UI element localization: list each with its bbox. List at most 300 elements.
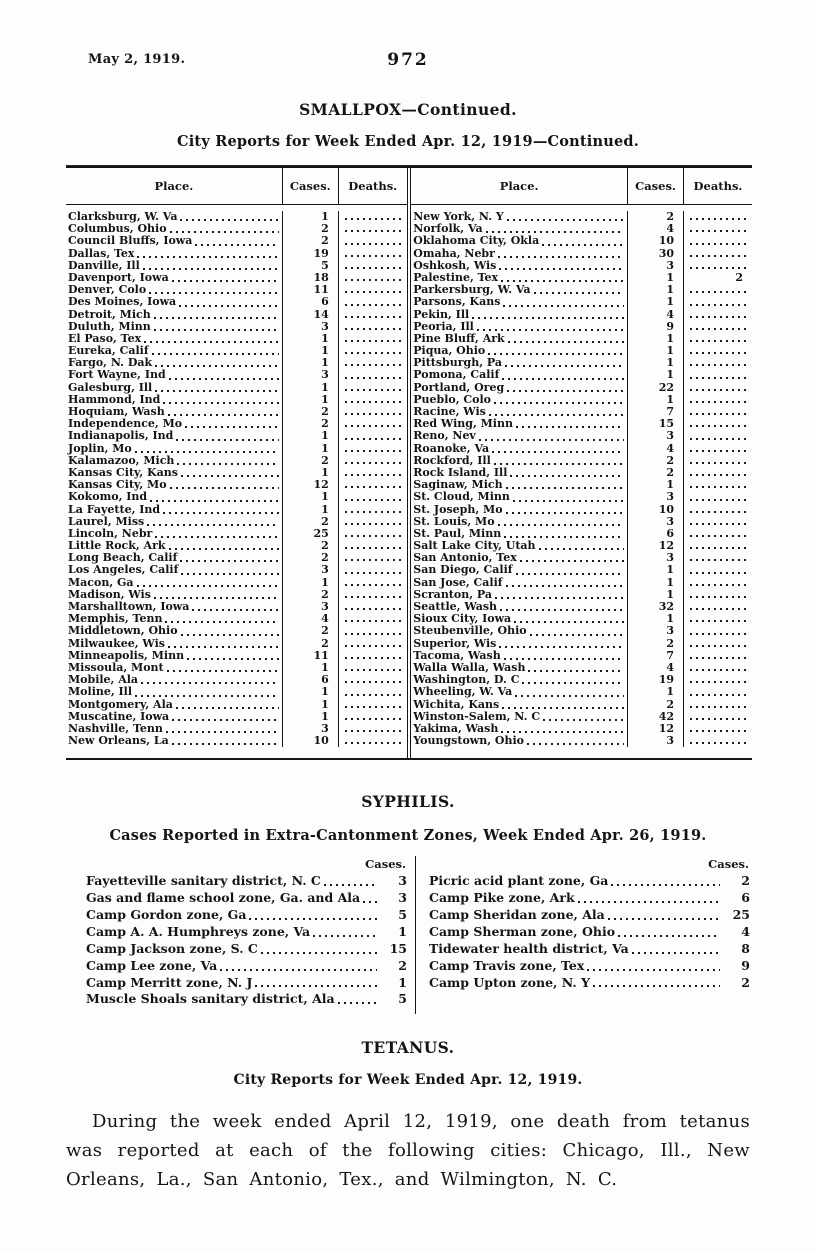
table-row — [66, 406, 407, 418]
leader-dots — [486, 231, 624, 233]
place-cell — [66, 601, 283, 613]
cases-value: 6 — [283, 296, 339, 308]
smallpox-left-body — [66, 205, 407, 747]
cases-value: 1 — [628, 479, 684, 491]
place-name: Walla Walla, Wash — [413, 661, 526, 674]
leader-dots — [690, 535, 746, 537]
zone-cases-label: Cases. — [365, 857, 406, 872]
cases-value: 2 — [283, 638, 339, 650]
table-row — [411, 699, 752, 711]
leader-dots — [690, 572, 746, 574]
table-header-row — [66, 168, 407, 205]
place-name: Columbus, Ohio — [68, 223, 167, 236]
place-name: Winston-Salem, N. C — [413, 710, 541, 723]
deaths-cell — [684, 235, 752, 247]
table-row — [66, 552, 407, 564]
table-row — [411, 564, 752, 576]
deaths-cell — [684, 430, 752, 442]
leader-dots — [587, 969, 720, 971]
cases-value: 3 — [283, 723, 339, 735]
zone-item — [429, 873, 750, 890]
leader-dots — [345, 645, 401, 647]
cases-value: 9 — [628, 321, 684, 333]
leader-dots — [345, 535, 401, 537]
column-header-place: Place. — [411, 168, 628, 205]
page-number: 972 — [387, 50, 429, 70]
table-row — [411, 321, 752, 333]
leader-dots — [345, 328, 401, 330]
cases-value: 7 — [628, 406, 684, 418]
place-name: Seattle, Wash — [413, 601, 498, 613]
table-row — [66, 284, 407, 296]
leader-dots — [499, 646, 624, 648]
leader-dots — [506, 487, 624, 489]
table-row — [411, 504, 752, 516]
leader-dots — [516, 426, 624, 428]
place-name: Galesburg, Ill — [68, 381, 153, 394]
deaths-cell — [339, 284, 407, 296]
deaths-cell — [684, 357, 752, 369]
deaths-cell — [339, 723, 407, 735]
cases-value: 18 — [283, 272, 339, 284]
table-row — [66, 309, 407, 321]
leader-dots — [690, 218, 746, 220]
table-row — [66, 577, 407, 589]
leader-dots — [255, 985, 377, 987]
leader-dots — [154, 317, 279, 319]
leader-dots — [144, 341, 279, 343]
leader-dots — [155, 390, 279, 392]
leader-dots — [170, 487, 279, 489]
leader-dots — [163, 512, 279, 514]
leader-dots — [345, 377, 401, 379]
cases-value: 7 — [628, 650, 684, 662]
cases-value: 22 — [628, 382, 684, 394]
deaths-cell — [339, 272, 407, 284]
leader-dots — [503, 305, 624, 307]
leader-dots — [505, 365, 624, 367]
cases-value: 1 — [283, 699, 339, 711]
masthead — [0, 0, 816, 72]
leader-dots — [185, 426, 279, 428]
place-name: Salt Lake City, Utah — [413, 540, 536, 553]
place-cell — [66, 491, 283, 503]
leader-dots — [345, 243, 401, 245]
place-cell — [411, 516, 628, 528]
table-row — [66, 735, 407, 747]
deaths-cell — [684, 455, 752, 467]
cases-value: 1 — [283, 430, 339, 442]
table-row — [411, 589, 752, 601]
place-name: Pekin, Ill — [413, 308, 470, 321]
table-row — [411, 430, 752, 442]
cases-value: 1 — [283, 467, 339, 479]
deaths-cell — [684, 211, 752, 223]
deaths-cell — [339, 589, 407, 601]
deaths-cell — [339, 516, 407, 528]
cases-value: 1 — [283, 662, 339, 674]
deaths-cell — [339, 443, 407, 455]
place-name: Little Rock, Ark — [68, 540, 166, 553]
leader-dots — [165, 621, 278, 623]
leader-dots — [479, 439, 624, 441]
leader-dots — [345, 694, 401, 696]
table-row — [66, 357, 407, 369]
place-cell — [66, 467, 283, 479]
leader-dots — [345, 304, 401, 306]
leader-dots — [690, 364, 746, 366]
place-name: Portland, Oreg — [413, 381, 505, 394]
table-row — [66, 430, 407, 442]
cases-value: 4 — [628, 662, 684, 674]
leader-dots — [501, 731, 624, 733]
table-row — [411, 260, 752, 272]
leader-dots — [504, 658, 624, 660]
deaths-cell — [684, 650, 752, 662]
place-cell — [66, 223, 283, 235]
place-name: Parsons, Kans — [413, 296, 501, 309]
table-row — [66, 296, 407, 308]
deaths-cell — [684, 272, 752, 284]
deaths-cell — [339, 625, 407, 637]
deaths-cell — [339, 211, 407, 223]
place-cell — [66, 674, 283, 686]
leader-dots — [690, 730, 746, 732]
deaths-cell — [339, 650, 407, 662]
table-row — [66, 248, 407, 260]
leader-dots — [527, 743, 624, 745]
table-row — [66, 589, 407, 601]
syphilis-section-subtitle: Cases Reported in Extra-Cantonment Zones, Week Ended Apr. 26, 1919. — [109, 827, 707, 845]
zone-item — [429, 890, 750, 907]
table-row — [66, 321, 407, 333]
leader-dots — [690, 230, 746, 232]
table-row — [411, 711, 752, 723]
leader-dots — [690, 620, 746, 622]
cases-value: 3 — [283, 564, 339, 576]
table-row — [66, 394, 407, 406]
place-name: Scranton, Pa — [413, 588, 492, 601]
table-row — [411, 223, 752, 235]
table-row — [411, 516, 752, 528]
place-cell — [411, 394, 628, 406]
deaths-cell — [684, 528, 752, 540]
table-row — [66, 540, 407, 552]
leader-dots — [489, 414, 624, 416]
leader-dots — [166, 731, 279, 733]
cases-value: 2 — [283, 540, 339, 552]
place-cell — [411, 528, 628, 540]
place-name: San Jose, Calif — [413, 576, 503, 589]
leader-dots — [690, 352, 746, 354]
zone-cases-value: 8 — [741, 940, 750, 956]
syphilis-zone-list — [68, 856, 752, 1014]
cases-value: 32 — [628, 601, 684, 613]
deaths-value: 2 — [735, 271, 743, 284]
leader-dots — [345, 669, 401, 671]
place-name: Saginaw, Mich — [413, 479, 503, 492]
deaths-cell — [684, 540, 752, 552]
leader-dots — [345, 730, 401, 732]
leader-dots — [690, 243, 746, 245]
leader-dots — [155, 365, 279, 367]
cases-value: 6 — [283, 674, 339, 686]
deaths-cell — [684, 699, 752, 711]
leader-dots — [690, 657, 746, 659]
leader-dots — [181, 475, 279, 477]
place-name: Minneapolis, Minn — [68, 649, 185, 662]
place-name: Parkersburg, W. Va — [413, 284, 531, 297]
place-cell — [66, 260, 283, 272]
place-cell — [66, 394, 283, 406]
place-name: Kalamazoo, Mich — [68, 454, 175, 467]
deaths-cell — [684, 369, 752, 381]
place-cell — [411, 504, 628, 516]
leader-dots — [147, 524, 279, 526]
cases-value: 3 — [628, 260, 684, 272]
smallpox-section-subtitle: City Reports for Week Ended Apr. 12, 1919—Continued. — [176, 133, 640, 150]
table-row — [411, 284, 752, 296]
place-cell — [411, 455, 628, 467]
table-row — [66, 223, 407, 235]
leader-dots — [495, 597, 624, 599]
leader-dots — [506, 512, 624, 514]
place-cell — [411, 564, 628, 576]
place-cell — [66, 711, 283, 723]
table-row — [411, 674, 752, 686]
leader-dots — [690, 328, 746, 330]
leader-dots — [345, 401, 401, 403]
cases-value: 1 — [628, 369, 684, 381]
cases-value: 2 — [628, 699, 684, 711]
deaths-cell — [684, 333, 752, 345]
leader-dots — [690, 706, 746, 708]
deaths-cell — [684, 638, 752, 650]
cases-value: 2 — [628, 638, 684, 650]
table-row — [411, 394, 752, 406]
cases-value: 1 — [283, 345, 339, 357]
leader-dots — [150, 500, 279, 502]
cases-value: 1 — [628, 394, 684, 406]
place-name: Washington, D. C — [413, 674, 520, 687]
deaths-cell — [339, 235, 407, 247]
leader-dots — [180, 219, 278, 221]
leader-dots — [502, 707, 624, 709]
cases-value: 1 — [628, 284, 684, 296]
leader-dots — [177, 463, 278, 465]
cases-value: 1 — [628, 345, 684, 357]
zone-item — [86, 907, 407, 924]
leader-dots — [345, 596, 401, 598]
deaths-cell — [339, 601, 407, 613]
place-cell — [411, 369, 628, 381]
place-cell — [66, 345, 283, 357]
leader-dots — [152, 353, 279, 355]
cases-value: 1 — [283, 394, 339, 406]
place-name: Dallas, Tex — [68, 247, 135, 260]
leader-dots — [137, 256, 278, 258]
place-cell — [66, 418, 283, 430]
leader-dots — [690, 413, 746, 415]
place-cell — [411, 601, 628, 613]
leader-dots — [488, 353, 624, 355]
table-row — [411, 443, 752, 455]
deaths-cell — [684, 723, 752, 735]
place-name: Kansas City, Kans — [68, 466, 178, 479]
place-name: New York, N. Y — [413, 211, 504, 223]
deaths-cell — [339, 382, 407, 394]
table-row — [411, 345, 752, 357]
leader-dots — [690, 425, 746, 427]
leader-dots — [135, 695, 279, 697]
table-right-half — [410, 168, 752, 758]
place-cell — [66, 248, 283, 260]
place-cell — [411, 491, 628, 503]
leader-dots — [690, 462, 746, 464]
deaths-cell — [684, 711, 752, 723]
zone-cases-value: 4 — [741, 923, 750, 939]
place-name: Moline, Ill — [68, 686, 133, 699]
place-cell — [66, 455, 283, 467]
leader-dots — [345, 316, 401, 318]
leader-dots — [345, 706, 401, 708]
zone-name: Picric acid plant zone, Ga — [429, 873, 609, 889]
table-row — [66, 638, 407, 650]
leader-dots — [528, 670, 624, 672]
deaths-cell — [684, 516, 752, 528]
leader-dots — [504, 536, 624, 538]
cases-value: 4 — [283, 613, 339, 625]
deaths-cell — [684, 552, 752, 564]
zone-cases-value: 25 — [732, 907, 750, 923]
deaths-cell — [684, 686, 752, 698]
zone-cases-value: 1 — [398, 923, 407, 939]
place-cell — [66, 321, 283, 333]
zone-column-right — [416, 856, 752, 1014]
place-cell — [66, 296, 283, 308]
place-cell — [411, 686, 628, 698]
cases-value: 4 — [628, 443, 684, 455]
table-row — [66, 333, 407, 345]
deaths-cell — [684, 248, 752, 260]
deaths-cell — [339, 406, 407, 418]
place-name: Superior, Wis — [413, 637, 497, 650]
leader-dots — [345, 291, 401, 293]
leader-dots — [338, 1002, 377, 1004]
cases-value: 2 — [283, 625, 339, 637]
zone-name: Camp Lee zone, Va — [86, 957, 218, 973]
leader-dots — [155, 536, 278, 538]
table-row — [411, 418, 752, 430]
leader-dots — [192, 609, 278, 611]
syphilis-left-list — [86, 873, 407, 1008]
place-name: Steubenville, Ohio — [413, 625, 527, 638]
leader-dots — [345, 218, 401, 220]
cases-value: 3 — [628, 516, 684, 528]
place-name: Pine Bluff, Ark — [413, 332, 505, 345]
place-cell — [66, 686, 283, 698]
place-name: Rockford, Ill — [413, 454, 491, 467]
place-name: Middletown, Ohio — [68, 625, 178, 638]
leader-dots — [187, 658, 279, 660]
cases-value: 3 — [628, 735, 684, 747]
leader-dots — [494, 463, 624, 465]
place-name: St. Paul, Minn — [413, 527, 502, 540]
place-cell — [411, 430, 628, 442]
zone-name: Camp Gordon zone, Ga — [86, 907, 247, 923]
tetanus-paragraph: During the week ended April 12, 1919, one death from tetanus was reported at each of the following cities: Chicago, Ill., New Orleans, La., San Antonio, Tex., and Wilmington, N. C. — [66, 1111, 750, 1190]
place-name: Fort Wayne, Ind — [68, 369, 166, 382]
zone-name: Camp Merritt zone, N. J — [86, 974, 253, 990]
place-name: Independence, Mo — [68, 418, 183, 431]
table-row — [66, 674, 407, 686]
deaths-cell — [339, 711, 407, 723]
deaths-cell — [684, 223, 752, 235]
zone-cases-value: 5 — [398, 991, 407, 1007]
place-name: Laurel, Miss — [68, 515, 145, 528]
leader-dots — [498, 256, 624, 258]
smallpox-right-body — [411, 205, 752, 747]
syphilis-right-list — [429, 873, 750, 991]
table-row — [66, 479, 407, 491]
table-row — [411, 491, 752, 503]
table-row — [411, 528, 752, 540]
table-bottom-pad — [411, 747, 752, 758]
column-header-deaths: Deaths. — [339, 168, 407, 205]
leader-dots — [690, 450, 746, 452]
deaths-cell — [339, 467, 407, 479]
zone-cases-value: 9 — [741, 957, 750, 973]
cases-value: 42 — [628, 711, 684, 723]
table-row — [411, 625, 752, 637]
leader-dots — [501, 280, 624, 282]
cases-value: 1 — [283, 382, 339, 394]
table-row — [66, 650, 407, 662]
leader-dots — [578, 901, 720, 903]
cases-value: 2 — [628, 467, 684, 479]
leader-dots — [137, 585, 279, 587]
table-row — [411, 479, 752, 491]
leader-dots — [135, 451, 279, 453]
cases-value: 1 — [628, 272, 684, 284]
leader-dots — [345, 559, 401, 561]
deaths-cell — [684, 345, 752, 357]
leader-dots — [690, 559, 746, 561]
place-name: Peoria, Ill — [413, 320, 474, 333]
place-cell — [411, 296, 628, 308]
table-row — [66, 528, 407, 540]
place-name: Montgomery, Ala — [68, 698, 173, 711]
deaths-cell — [339, 638, 407, 650]
leader-dots — [690, 474, 746, 476]
zone-item — [429, 941, 750, 958]
place-cell — [66, 564, 283, 576]
place-name: Piqua, Ohio — [413, 345, 486, 358]
place-name: Joplin, Mo — [68, 442, 132, 455]
leader-dots — [506, 585, 624, 587]
zone-name: Camp Sherman zone, Ohio — [429, 923, 616, 939]
leader-dots — [690, 267, 746, 269]
deaths-cell — [339, 333, 407, 345]
place-cell — [411, 382, 628, 394]
place-cell — [66, 699, 283, 711]
place-cell — [411, 723, 628, 735]
leader-dots — [690, 438, 746, 440]
place-cell — [411, 699, 628, 711]
issue-date: May 2, 1919. — [88, 52, 186, 67]
zone-item — [86, 890, 407, 907]
table-frame — [66, 168, 752, 758]
